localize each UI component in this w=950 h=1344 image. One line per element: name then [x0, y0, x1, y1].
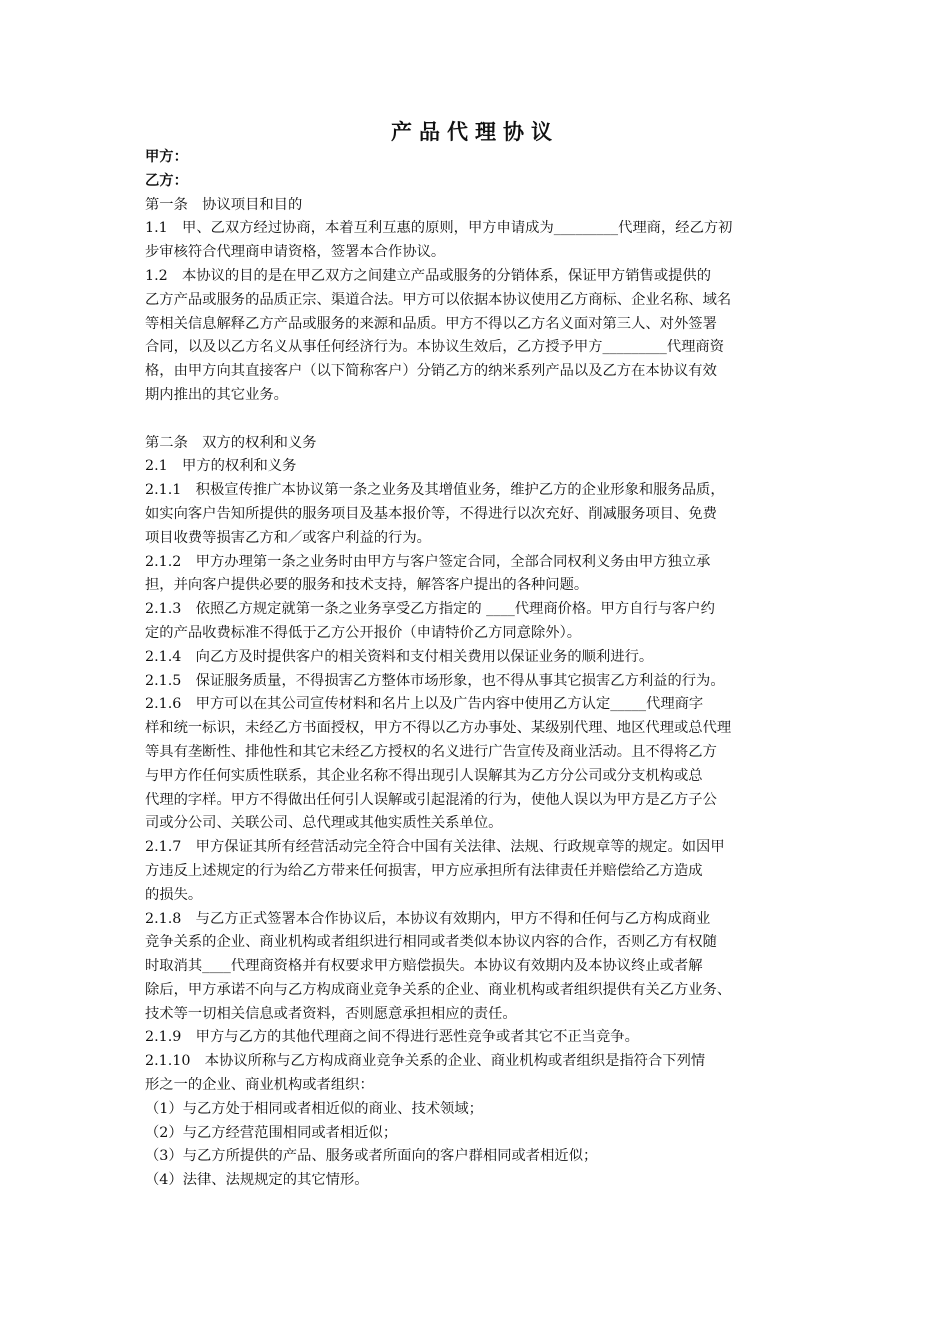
party-b-label: 乙方：	[145, 172, 188, 189]
party-a-label: 甲方：	[145, 149, 188, 165]
clause-2-1-1-line-1: 2.1.1 积极宣传推广本协议第一条之业务及其增值业务，维护乙方的企业形象和服务品质，	[145, 482, 725, 499]
clause-2-1-6-line-6: 司或分公司、关联公司、总代理或其他实质性关系单位。	[145, 815, 503, 832]
section-1-heading: 第一条 协议项目和目的	[145, 196, 303, 213]
clause-2-1-5: 2.1.5 保证服务质量，不得损害乙方整体市场形象，也不得从事其它损害乙方利益的行为。	[145, 672, 725, 689]
list-item-3: （3）与乙方所提供的产品、服务或者所面向的客户群相同或者相近似；	[145, 1148, 598, 1165]
clause-2-1-8-line-1: 2.1.8 与乙方正式签署本合作协议后，本协议有效期内，甲方不得和任何与乙方构成商业	[145, 910, 711, 927]
clause-2-1-2-line-1: 2.1.2 甲方办理第一条之业务时由甲方与客户签定合同，全部合同权利义务由甲方独立承	[145, 553, 711, 570]
blank-line	[145, 408, 815, 432]
clause-2-1-7-line-3: 的损失。	[145, 886, 203, 903]
clause-2-1-8-line-5: 技术等一切相关信息或者资料，否则愿意承担相应的责任。	[145, 1005, 517, 1022]
list-item-2: （2）与乙方经营范围相同或者相近似；	[145, 1124, 398, 1141]
clause-2-1-7-line-1: 2.1.7 甲方保证其所有经营活动完全符合中国有关法律、法规、行政规章等的规定。如因甲	[145, 839, 725, 856]
clause-2-1-10-line-2: 形之一的企业、商业机构或者组织：	[145, 1077, 374, 1094]
clause-2-1-2-line-2: 担，并向客户提供必要的服务和技术支持，解答客户提出的各种问题。	[145, 577, 589, 594]
clause-1-2-line-4: 合同，以及以乙方名义从事任何经济行为。本协议生效后，乙方授予甲方_________代理商资	[145, 339, 725, 356]
clause-2-1-6-line-2: 样和统一标识，未经乙方书面授权，甲方不得以乙方办事处、某级别代理、地区代理或总代理	[145, 720, 732, 737]
clause-2-1-10-line-1: 2.1.10 本协议所称与乙方构成商业竞争关系的企业、商业机构或者组织是指符合下列情	[145, 1053, 706, 1070]
clause-2-1-1-line-3: 项目收费等损害乙方和／或客户利益的行为。	[145, 529, 431, 546]
clause-2-1-3-line-1: 2.1.3 依照乙方规定就第一条之业务享受乙方指定的 ____代理商价格。甲方自行与客户约	[145, 601, 715, 618]
clause-2-1-6-line-3: 等具有垄断性、排他性和其它未经乙方授权的名义进行广告宣传及商业活动。且不得将乙方	[145, 743, 717, 760]
clause-2-1-8-line-3: 时取消其____代理商资格并有权要求甲方赔偿损失。本协议有效期内及本协议终止或者解	[145, 958, 703, 975]
document-body	[145, 146, 815, 1193]
clause-1-1-line-1: 1.1 甲、乙双方经过协商，本着互利互惠的原则，甲方申请成为_________代理商，经乙方初	[145, 220, 733, 237]
clause-2-1-9: 2.1.9 甲方与乙方的其他代理商之间不得进行恶性竞争或者其它不正当竞争。	[145, 1029, 639, 1046]
clause-2-1-heading: 2.1 甲方的权利和义务	[145, 458, 297, 475]
document-title: 产品代理协议	[391, 119, 559, 144]
clause-1-2-line-5: 格，由甲方向其直接客户（以下简称客户）分销乙方的纳米系列产品以及乙方在本协议有效	[145, 363, 717, 380]
clause-2-1-8-line-4: 除后，甲方承诺不向与乙方构成商业竞争关系的企业、商业机构或者组织提供有关乙方业务、	[145, 981, 732, 998]
clause-2-1-6-line-5: 代理的字样。甲方不得做出任何引人误解或引起混淆的行为，使他人误以为甲方是乙方子公	[145, 791, 717, 808]
section-2-heading: 第二条 双方的权利和义务	[145, 434, 317, 451]
clause-2-1-6-line-4: 与甲方作任何实质性联系，其企业名称不得出现引人误解其为乙方分公司或分支机构或总	[145, 767, 703, 784]
clause-1-2-line-1: 1.2 本协议的目的是在甲乙双方之间建立产品或服务的分销体系，保证甲方销售或提供的	[145, 267, 712, 284]
list-item-4: （4）法律、法规规定的其它情形。	[145, 1172, 369, 1189]
clause-2-1-6-line-1: 2.1.6 甲方可以在其公司宣传材料和名片上以及广告内容中使用乙方认定_____代理商字	[145, 696, 704, 713]
clause-2-1-8-line-2: 竞争关系的企业、商业机构或者组织进行相同或者类似本协议内容的合作，否则乙方有权随	[145, 934, 717, 951]
clause-2-1-3-line-2: 定的产品收费标准不得低于乙方公开报价（申请特价乙方同意除外）。	[145, 624, 582, 641]
clause-1-1-line-2: 步审核符合代理商申请资格，签署本合作协议。	[145, 244, 446, 261]
clause-2-1-7-line-2: 方违反上述规定的行为给乙方带来任何损害，甲方应承担所有法律责任并赔偿给乙方造成	[145, 862, 703, 879]
clause-1-2-line-3: 等相关信息解释乙方产品或服务的来源和品质。甲方不得以乙方名义面对第三人、对外签署	[145, 315, 717, 332]
clause-2-1-4: 2.1.4 向乙方及时提供客户的相关资料和支付相关费用以保证业务的顺利进行。	[145, 648, 654, 665]
clause-2-1-1-line-2: 如实向客户告知所提供的服务项目及基本报价等，不得进行以次充好、削减服务项目、免费	[145, 505, 717, 522]
clause-1-2-line-6: 期内推出的其它业务。	[145, 386, 288, 403]
list-item-1: （1）与乙方处于相同或者相近似的商业、技术领域；	[145, 1100, 483, 1117]
clause-1-2-line-2: 乙方产品或服务的品质正宗、渠道合法。甲方可以依据本协议使用乙方商标、企业名称、域名	[145, 291, 732, 308]
